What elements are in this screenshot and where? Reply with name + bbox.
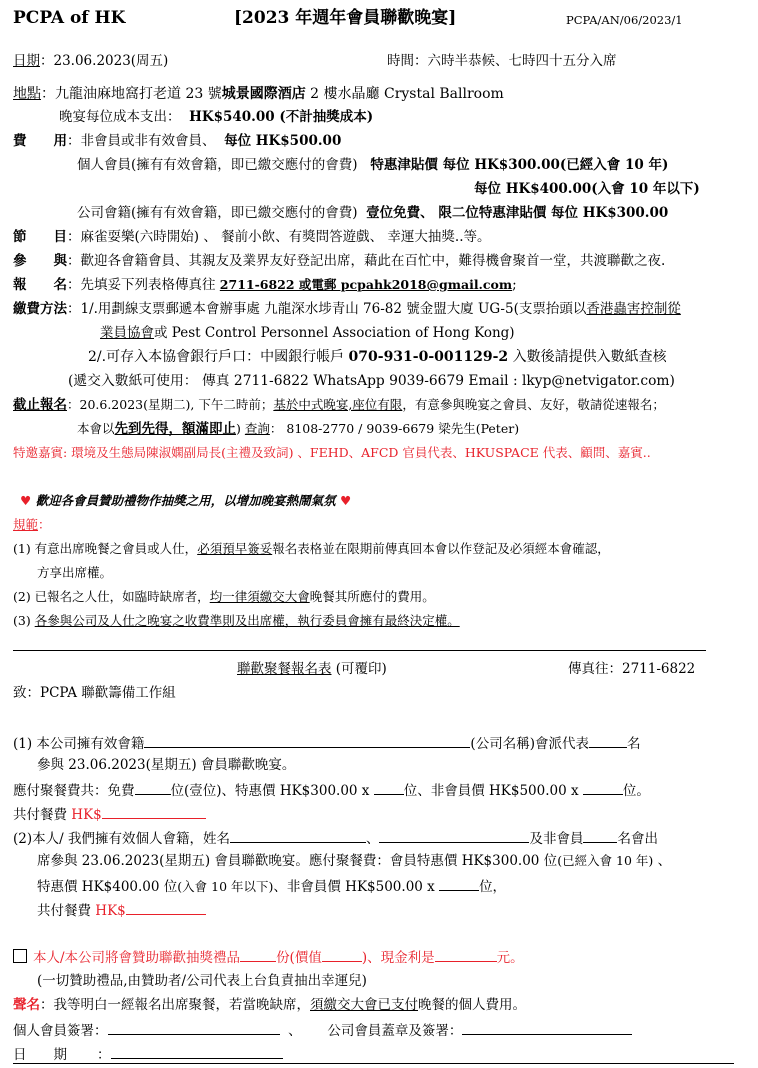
cost-line: 晚宴每位成本支出： HK$540.00 (不計抽獎成本) [59, 109, 374, 125]
company-line-2: 參與 23.06.2023(星期五) 會員聯歡晚宴。 [37, 757, 296, 773]
fee-line-3: 每位 HK$400.00(入會 10 年以下) [474, 181, 700, 197]
special-guests: 特邀嘉賓: 環境及生態局陳淑嫻副局長(主禮及致詞) 、FEHD、AFCD 官員代表、HKUSPACE 代表、顧問、嘉賓.. [13, 445, 651, 460]
deadline-line-1: 截止報名：20.6.2023(星期二), 下午二時前；基於中式晚宴,座位有限，有意參與晚宴之會員、友好，敬請從速報名； [13, 397, 665, 413]
cash-amount-field[interactable] [435, 947, 497, 962]
non-member-attendee-field[interactable] [583, 828, 617, 843]
date-field[interactable] [111, 1044, 283, 1059]
donation-line: 本人/本公司將會贊助聯歡抽獎禮品 份(價值 )、現金利是 元。 [13, 947, 524, 967]
gift-value-field[interactable] [322, 947, 362, 962]
form-addressee: 致：PCPA 聯歡籌備工作組 [13, 685, 176, 701]
venue-line: 地點：九龍油麻地窩打老道 23 號城景國際酒店 2 樓水晶廳 Crystal Ballroom [13, 86, 504, 102]
fee-line-2: 個人會員(擁有有效會籍，即已繳交應付的會費) 特惠津貼價 每位 HK$300.00(已經入會 10 年) [77, 157, 669, 173]
time-line: 時間：六時半恭候、七時四十五分入席 [387, 53, 617, 69]
register-line: 報 名：先填妥下列表格傳真往 2711-6822 或電郵 pcpahk2018@gmail.com; [13, 277, 517, 293]
company-line-3: 應付聚餐費共：免費 位(壹位)、特惠價 HK$300.00 x 位、非會員價 HK$500.00 x 位。 [13, 780, 650, 800]
donation-checkbox[interactable] [13, 949, 27, 963]
rule-1-cont: 方享出席權。 [37, 565, 113, 580]
company-signature-field[interactable] [462, 1020, 632, 1035]
org-name: PCPA of HK [13, 8, 126, 28]
date-sign-line: 日 期 ： [13, 1044, 283, 1064]
personal-line-3: 特惠價 HK$400.00 位(入會 10 年以下)、非會員價 HK$500.00 x 位， [37, 876, 506, 896]
join-line: 參 與：歡迎各會籍會員、其親友及業界友好登記出席，藉此在百忙中，難得機會聚首一堂，共渡聯歡之夜. [13, 253, 666, 269]
heart-icon: ♥ [339, 493, 352, 508]
personal-total-field[interactable] [126, 900, 206, 915]
company-total-line: 共付餐費 HK$ [13, 804, 206, 824]
form-title: 聯歡聚餐報名表 (可覆印) [237, 661, 387, 677]
payment-line-4: (遞交入數紙可使用： 傳真 2711-6822 WhatsApp 9039-6679 Email : lkyp@netvigator.com) [68, 373, 675, 389]
company-name-field[interactable] [144, 733, 470, 748]
personal-line-1: (2)本人/ 我們擁有效個人會籍，姓名 、 及非會員 名會出 [13, 828, 658, 848]
payment-line-2: 業員協會或 Pest Control Personnel Association of Hong Kong) [100, 325, 515, 341]
sponsor-note: ♥ 歡迎各會員贊助禮物作抽獎之用，以增加晚宴熱鬧氣氛 ♥ [20, 493, 352, 508]
date-line: 日期：23.06.2023(周五) [13, 53, 169, 69]
page-title: [2023 年週年會員聯歡晚宴] [234, 8, 457, 28]
rules-title: 規範： [13, 517, 51, 532]
rule-3: (3) 各參與公司及人仕之晚宴之收費準則及出席權，執行委員會擁有最終決定權。 [13, 613, 460, 628]
declaration: 聲名：我等明白一經報名出席聚餐，若當晚缺席，須繳交大會已支付晚餐的個人費用。 [13, 997, 526, 1013]
non-member-count-field[interactable] [583, 780, 623, 795]
signature-line: 個人會員簽署： 、 公司會員蓋章及簽署： [13, 1020, 632, 1040]
personal-signature-field[interactable] [108, 1020, 280, 1035]
program-line: 節 目：麻雀耍樂(六時開始) 、 餐前小飲、有獎問答遊戲、 幸運大抽獎..等。 [13, 229, 491, 245]
section-divider [13, 650, 706, 651]
gift-count-field[interactable] [240, 947, 276, 962]
member-name-2-field[interactable] [379, 828, 529, 843]
company-line-1: (1) 本公司擁有效會籍 (公司名稱)會派代表 名 [13, 733, 640, 753]
free-seat-field[interactable] [135, 780, 171, 795]
representative-count-field[interactable] [589, 733, 627, 748]
fee-line-4: 公司會籍(擁有有效會籍，即已繳交應付的會費) 壹位免費、 限二位特惠津貼價 每位 HK$300.00 [77, 205, 669, 221]
payment-line-3: 2/.可存入本協會銀行戶口：中國銀行帳戶 070-931-0-001129-2 入數後請提供入數紙查核 [88, 349, 667, 365]
company-total-field[interactable] [102, 804, 206, 819]
personal-non-member-count-field[interactable] [439, 876, 479, 891]
deadline-line-2: 本會以先到先得，額滿即止) 查詢： 8108-2770 / 9039-6679 梁先生(Peter) [77, 421, 520, 437]
payment-line-1: 繳費方法：1/.用劃線支票郵遞本會辦事處 九龍深水埗青山 76-82 號金盟大廈 UG-5(支票抬頭以香港蟲害控制從 [13, 301, 681, 317]
special-price-count-field[interactable] [374, 780, 404, 795]
rule-1: (1) 有意出席晚餐之會員或人仕，必須預早簽妥報名表格並在限期前傳真回本會以作登記及必須經本會確認， [13, 541, 610, 556]
donation-note: (一切贊助禮品,由贊助者/公司代表上台負責抽出幸運兒) [37, 973, 367, 989]
heart-icon: ♥ [20, 493, 32, 508]
member-name-1-field[interactable] [230, 828, 366, 843]
bottom-rule [13, 1063, 734, 1064]
fax-to: 傳真往：2711-6822 [568, 661, 696, 677]
fee-line-1: 費 用：非會員或非有效會員、 每位 HK$500.00 [13, 133, 342, 149]
rule-2: (2) 已報名之人仕，如臨時缺席者，均一律須繳交大會晚餐其所應付的費用。 [13, 589, 435, 604]
doc-ref: PCPA/AN/06/2023/1 [566, 13, 683, 27]
personal-line-2: 席參與 23.06.2023(星期五) 會員聯歡晚宴。應付聚餐費：會員特惠價 HK$300.00 位(已經入會 10 年) 、 [37, 853, 672, 869]
personal-total-line: 共付餐費 HK$ [37, 900, 206, 920]
